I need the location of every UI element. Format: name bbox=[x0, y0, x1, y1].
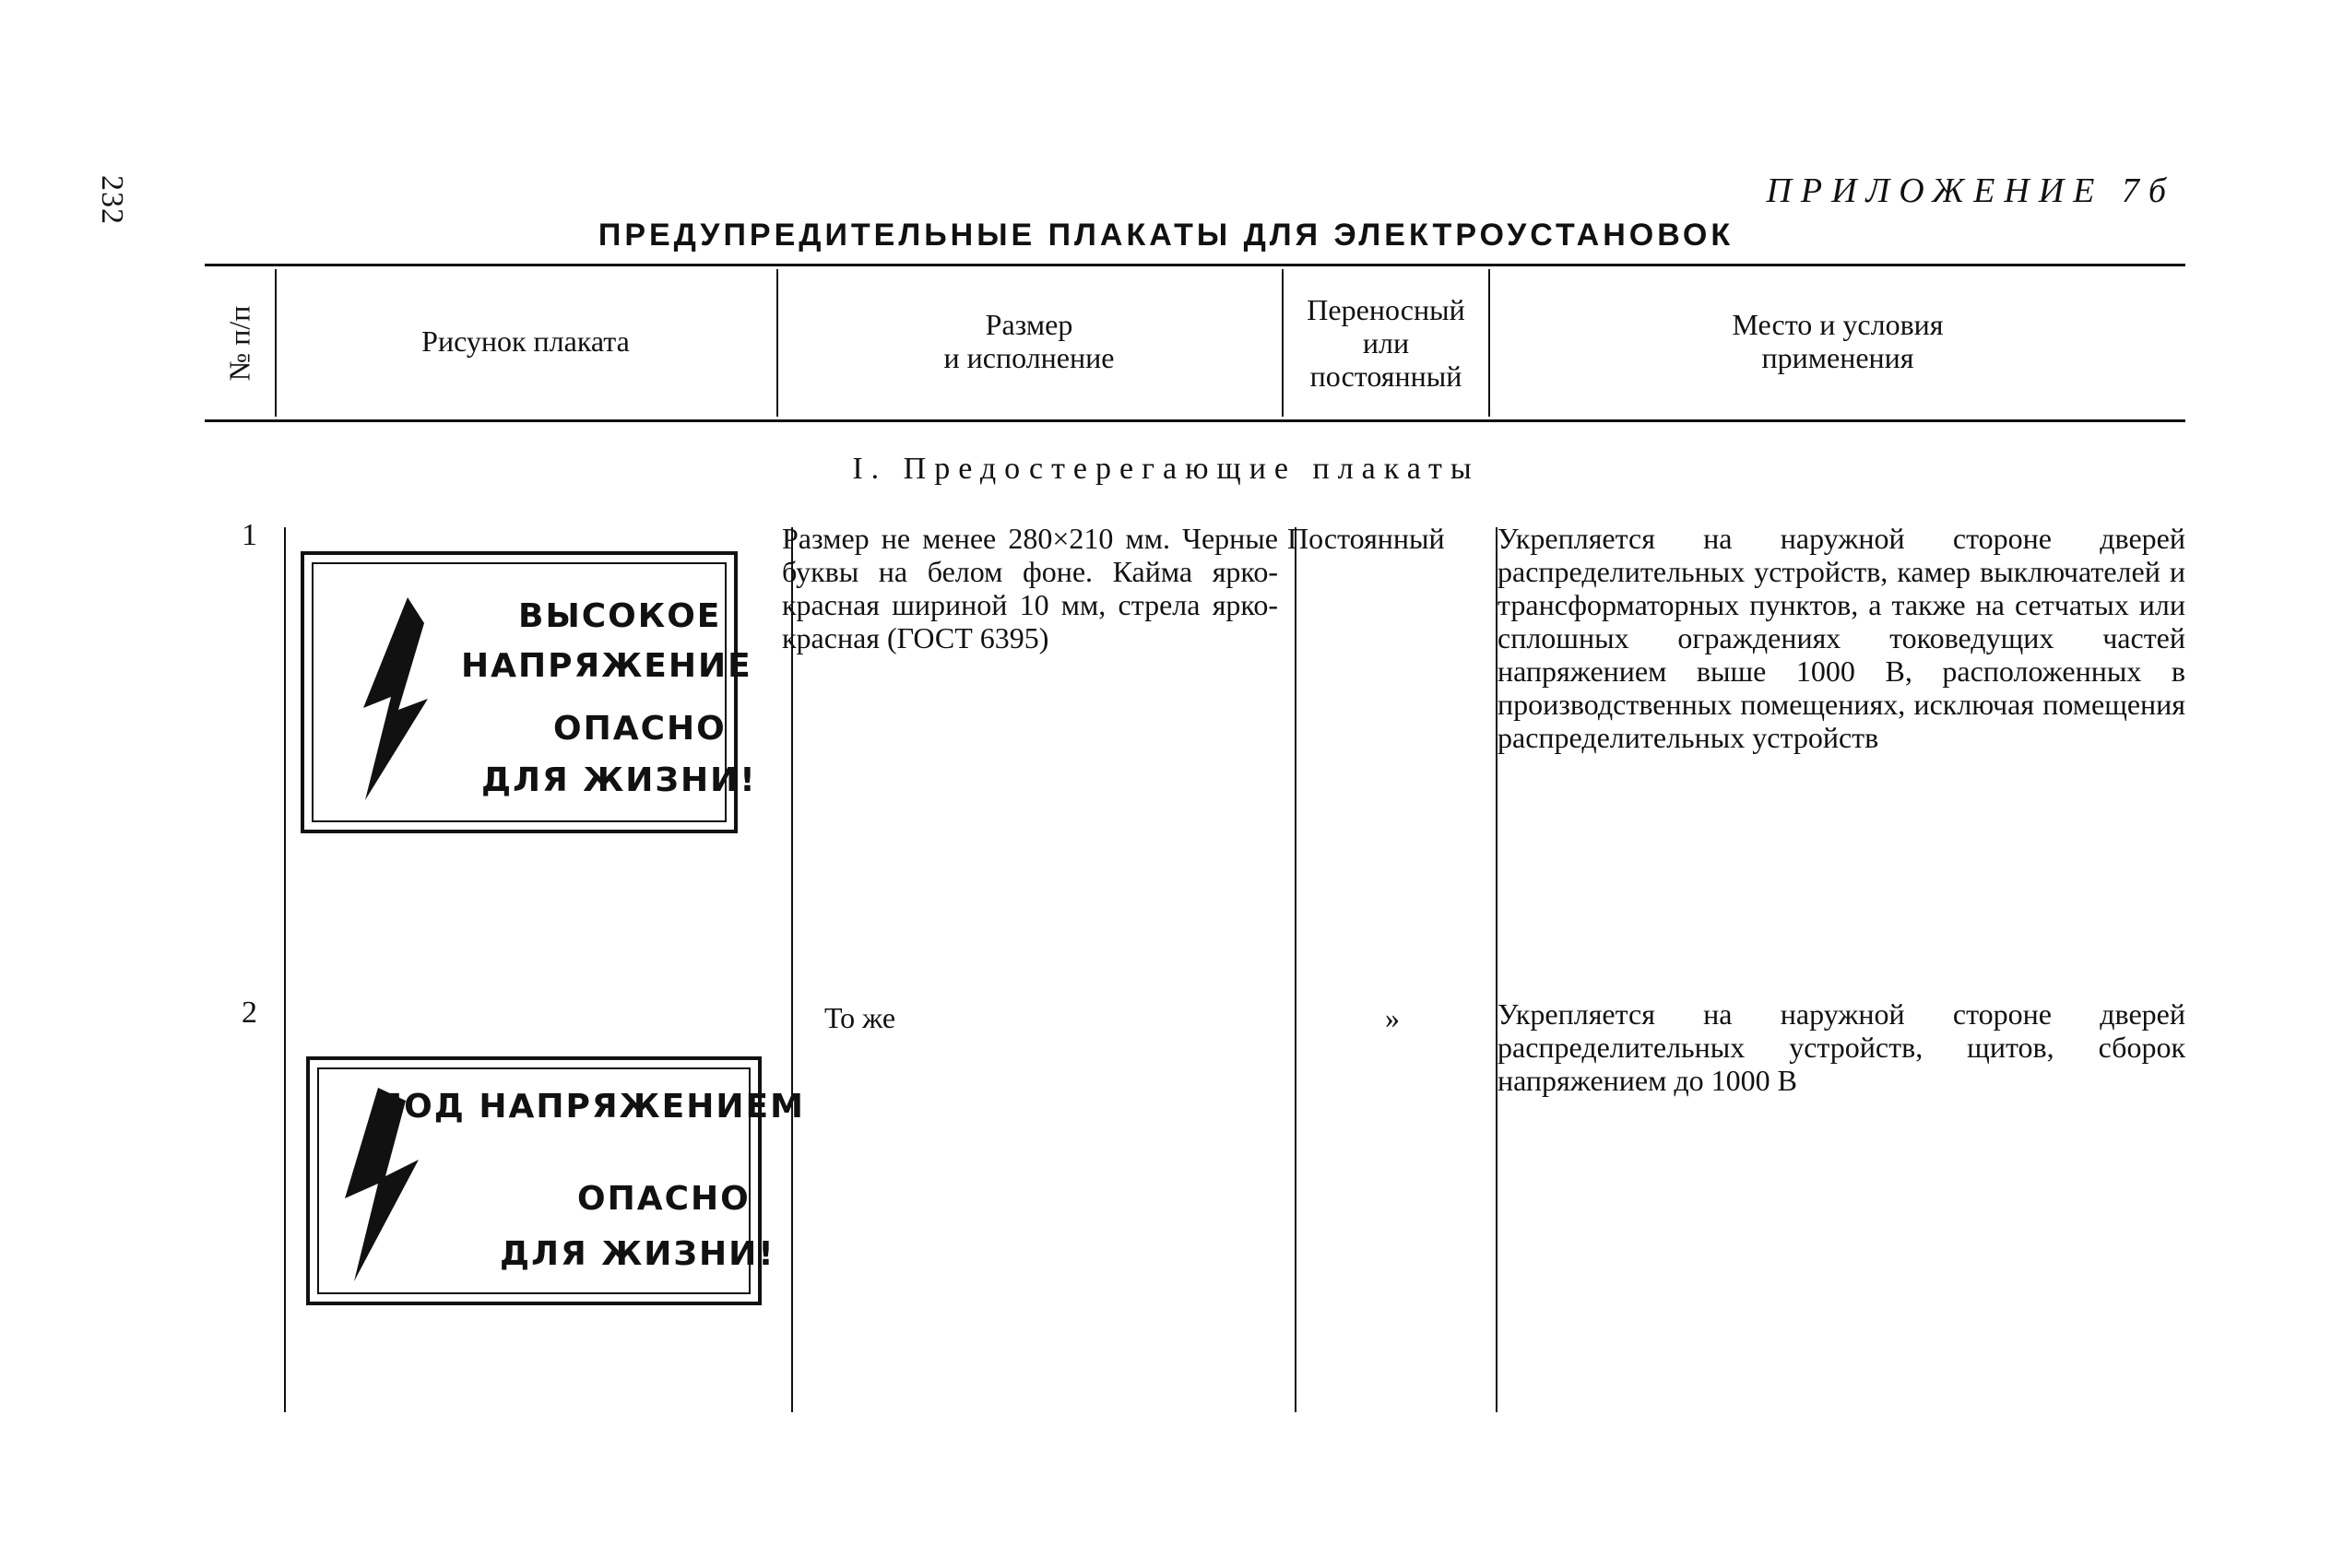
poster-high-voltage bbox=[301, 551, 757, 833]
row-2-number: 2 bbox=[242, 996, 257, 1030]
header-place-line1: Место и условия bbox=[1732, 308, 1944, 341]
row-1-place: Укрепляется на наружной стороне дверей распределительных устройств, камер выключателей и трансформаторных пунктов, а также на сетчатых или сплошных ограждениях токоведущих частей напряжением выше 1000 В, расположенных в производственных помещениях, исключая помещения распределительных устройств bbox=[1497, 522, 2185, 754]
header-type bbox=[1284, 293, 1488, 393]
poster-line: ВЫСОКОЕ bbox=[518, 597, 722, 635]
header-num-label: № п/п bbox=[222, 305, 256, 381]
header-size-line2: и исполнение bbox=[943, 341, 1115, 374]
header-type-line1: Переносный bbox=[1307, 293, 1465, 326]
body-divider-2 bbox=[791, 527, 793, 1412]
row-2-type: » bbox=[1385, 1001, 1400, 1034]
header-place-line2: применения bbox=[1761, 341, 1914, 374]
header-size-line1: Размер bbox=[985, 308, 1073, 341]
table-header-bottom-rule bbox=[205, 419, 2185, 422]
row-2-size: То же bbox=[824, 1001, 896, 1034]
poster-line: ДЛЯ ЖИЗНИ! bbox=[500, 1235, 775, 1273]
header-picture: Рисунок плаката bbox=[421, 324, 630, 358]
header-num bbox=[205, 269, 275, 417]
poster-under-voltage bbox=[306, 1056, 805, 1305]
poster-line: ОПАСНО bbox=[577, 1180, 751, 1218]
appendix-label: ПРИЛОЖЕНИЕ 7б bbox=[1766, 171, 2175, 210]
lightning-arrow-icon bbox=[345, 597, 446, 800]
page-title: ПРЕДУПРЕДИТЕЛЬНЫЕ ПЛАКАТЫ ДЛЯ ЭЛЕКТРОУСТАНОВОК bbox=[598, 218, 1734, 253]
poster-line: НАПРЯЖЕНИЕ bbox=[461, 647, 752, 685]
header-place bbox=[1490, 308, 2185, 374]
poster-line: ОПАСНО bbox=[553, 710, 727, 748]
table-top-rule bbox=[205, 264, 2185, 266]
row-1-number: 1 bbox=[242, 518, 257, 552]
body-divider-3 bbox=[1295, 527, 1296, 1412]
row-1-type: Постоянный bbox=[1287, 522, 1445, 555]
row-2-place: Укрепляется на наружной стороне дверей распределительных устройств, щитов, сборок напряжением до 1000 В bbox=[1497, 997, 2185, 1097]
poster-line: ДЛЯ ЖИЗНИ! bbox=[481, 761, 757, 799]
body-divider-1 bbox=[284, 527, 286, 1412]
header-type-line3: постоянный bbox=[1309, 360, 1462, 393]
header-type-line2: или bbox=[1362, 326, 1410, 360]
header-size bbox=[778, 308, 1280, 374]
section-heading: I. Предостерегающие плакаты bbox=[852, 452, 1480, 486]
poster-line: ПОД НАПРЯЖЕНИЕМ bbox=[374, 1088, 805, 1126]
page-number: 232 bbox=[95, 175, 129, 225]
row-1-size: Размер не менее 280×210 мм. Черные буквы на белом фоне. Кайма ярко-красная шириной 10 мм, стрела ярко-красная (ГОСТ 6395) bbox=[782, 522, 1278, 654]
